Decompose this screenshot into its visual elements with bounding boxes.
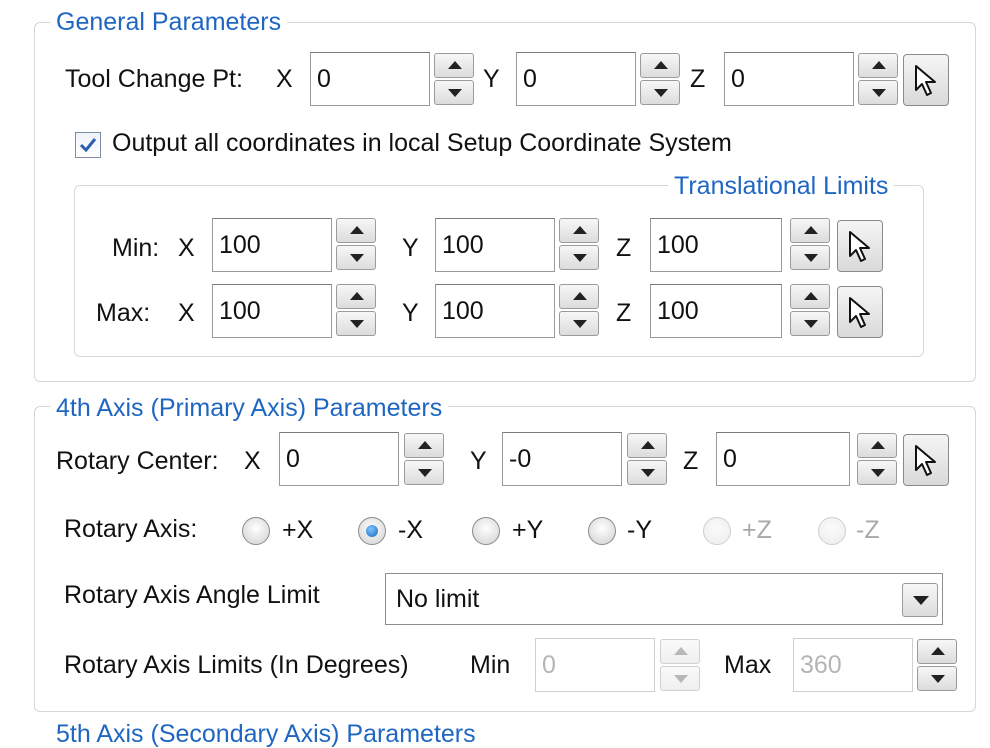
- spin-up-icon[interactable]: [790, 284, 830, 309]
- spin-up-icon[interactable]: [336, 284, 376, 309]
- spin-up-icon[interactable]: [404, 433, 444, 458]
- max-z-spinner[interactable]: [790, 284, 830, 336]
- checkmark-icon: [79, 136, 97, 154]
- limits-max-label: Max: [724, 651, 772, 679]
- max-label: Max:: [96, 299, 151, 327]
- angle-limit-label: Rotary Axis Angle Limit: [64, 581, 320, 609]
- min-x-label: X: [178, 234, 195, 262]
- limits-max-input: [793, 638, 913, 692]
- min-z-input[interactable]: [650, 218, 782, 272]
- radio-minus-x[interactable]: [358, 517, 386, 545]
- pointer-arrow-icon: [913, 444, 941, 478]
- tool-change-z-spinner[interactable]: [858, 53, 898, 105]
- spin-down-icon[interactable]: [917, 666, 957, 691]
- radio-minus-x-label[interactable]: -X: [398, 516, 423, 544]
- max-x-spinner[interactable]: [336, 284, 376, 336]
- limits-min-input: [535, 638, 655, 692]
- general-parameters-legend: General Parameters: [50, 8, 287, 36]
- spin-down-icon[interactable]: [336, 311, 376, 336]
- limits-min-label: Min: [470, 651, 511, 679]
- max-z-label: Z: [616, 299, 632, 327]
- rotary-center-label: Rotary Center:: [56, 447, 219, 475]
- radio-plus-y-label[interactable]: +Y: [512, 516, 544, 544]
- radio-minus-y[interactable]: [588, 517, 616, 545]
- spin-down-icon[interactable]: [559, 311, 599, 336]
- rotary-center-y-spinner[interactable]: [627, 433, 667, 485]
- tool-change-z-label: Z: [690, 65, 706, 93]
- angle-limit-select[interactable]: [385, 573, 943, 625]
- tool-change-y-spinner[interactable]: [640, 53, 680, 105]
- min-z-spinner[interactable]: [790, 218, 830, 270]
- min-x-spinner[interactable]: [336, 218, 376, 270]
- rotary-center-y-input[interactable]: [502, 432, 622, 486]
- tool-change-label: Tool Change Pt:: [65, 65, 243, 93]
- chevron-down-icon[interactable]: [902, 583, 938, 617]
- pointer-arrow-icon: [847, 296, 875, 330]
- translational-limits-legend: Translational Limits: [668, 172, 894, 200]
- limits-min-spinner: [660, 639, 700, 691]
- radio-plus-y[interactable]: [472, 517, 500, 545]
- spin-down-icon[interactable]: [404, 460, 444, 485]
- spin-down-icon[interactable]: [559, 245, 599, 270]
- radio-plus-x-label[interactable]: +X: [282, 516, 314, 544]
- output-local-checkbox[interactable]: [75, 132, 101, 158]
- rotary-axis-label: Rotary Axis:: [64, 515, 198, 543]
- max-pick-button[interactable]: [837, 286, 883, 338]
- limits-degrees-label: Rotary Axis Limits (In Degrees): [64, 651, 409, 679]
- spin-up-icon[interactable]: [559, 218, 599, 243]
- rotary-center-z-input[interactable]: [716, 432, 850, 486]
- rotary-center-z-label: Z: [683, 447, 699, 475]
- min-y-spinner[interactable]: [559, 218, 599, 270]
- spin-up-icon: [660, 639, 700, 664]
- spin-down-icon[interactable]: [790, 311, 830, 336]
- tool-change-x-input[interactable]: [310, 52, 430, 106]
- max-x-input[interactable]: [212, 284, 332, 338]
- spin-down-icon[interactable]: [336, 245, 376, 270]
- tool-change-y-label: Y: [483, 65, 500, 93]
- output-local-label[interactable]: Output all coordinates in local Setup Coordinate System: [112, 129, 732, 157]
- tool-change-z-input[interactable]: [724, 52, 854, 106]
- min-y-label: Y: [402, 234, 419, 262]
- spin-down-icon[interactable]: [790, 245, 830, 270]
- spin-down-icon[interactable]: [640, 80, 680, 105]
- max-x-label: X: [178, 299, 195, 327]
- max-y-spinner[interactable]: [559, 284, 599, 336]
- tool-change-x-label: X: [276, 65, 293, 93]
- max-z-input[interactable]: [650, 284, 782, 338]
- pointer-arrow-icon: [847, 230, 875, 264]
- min-label: Min:: [112, 234, 160, 262]
- min-z-label: Z: [616, 234, 632, 262]
- max-y-input[interactable]: [435, 284, 555, 338]
- spin-down-icon[interactable]: [434, 80, 474, 105]
- min-pick-button[interactable]: [837, 220, 883, 272]
- spin-up-icon[interactable]: [559, 284, 599, 309]
- spin-up-icon[interactable]: [790, 218, 830, 243]
- spin-up-icon[interactable]: [434, 53, 474, 78]
- fifth-axis-legend: 5th Axis (Secondary Axis) Parameters: [50, 720, 482, 748]
- rotary-center-y-label: Y: [470, 447, 487, 475]
- tool-change-pick-button[interactable]: [903, 54, 949, 106]
- rotary-center-pick-button[interactable]: [903, 434, 949, 486]
- limits-max-spinner[interactable]: [917, 639, 957, 691]
- min-y-input[interactable]: [435, 218, 555, 272]
- fourth-axis-legend: 4th Axis (Primary Axis) Parameters: [50, 394, 448, 422]
- min-x-input[interactable]: [212, 218, 332, 272]
- radio-minus-z: [818, 517, 846, 545]
- spin-up-icon[interactable]: [627, 433, 667, 458]
- pointer-arrow-icon: [913, 64, 941, 98]
- rotary-center-x-spinner[interactable]: [404, 433, 444, 485]
- rotary-center-z-spinner[interactable]: [857, 433, 897, 485]
- radio-plus-x[interactable]: [242, 517, 270, 545]
- tool-change-x-spinner[interactable]: [434, 53, 474, 105]
- radio-minus-y-label[interactable]: -Y: [627, 516, 652, 544]
- spin-down-icon[interactable]: [857, 460, 897, 485]
- tool-change-y-input[interactable]: [516, 52, 636, 106]
- spin-down-icon: [660, 666, 700, 691]
- rotary-center-x-label: X: [244, 447, 261, 475]
- spin-up-icon[interactable]: [858, 53, 898, 78]
- radio-plus-z-label: +Z: [742, 516, 772, 544]
- spin-up-icon[interactable]: [640, 53, 680, 78]
- radio-plus-z: [703, 517, 731, 545]
- spin-down-icon[interactable]: [858, 80, 898, 105]
- spin-up-icon[interactable]: [336, 218, 376, 243]
- angle-limit-value: No limit: [396, 585, 480, 613]
- spin-up-icon[interactable]: [857, 433, 897, 458]
- spin-down-icon[interactable]: [627, 460, 667, 485]
- max-y-label: Y: [402, 299, 419, 327]
- radio-minus-z-label: -Z: [856, 516, 880, 544]
- rotary-center-x-input[interactable]: [279, 432, 399, 486]
- spin-up-icon[interactable]: [917, 639, 957, 664]
